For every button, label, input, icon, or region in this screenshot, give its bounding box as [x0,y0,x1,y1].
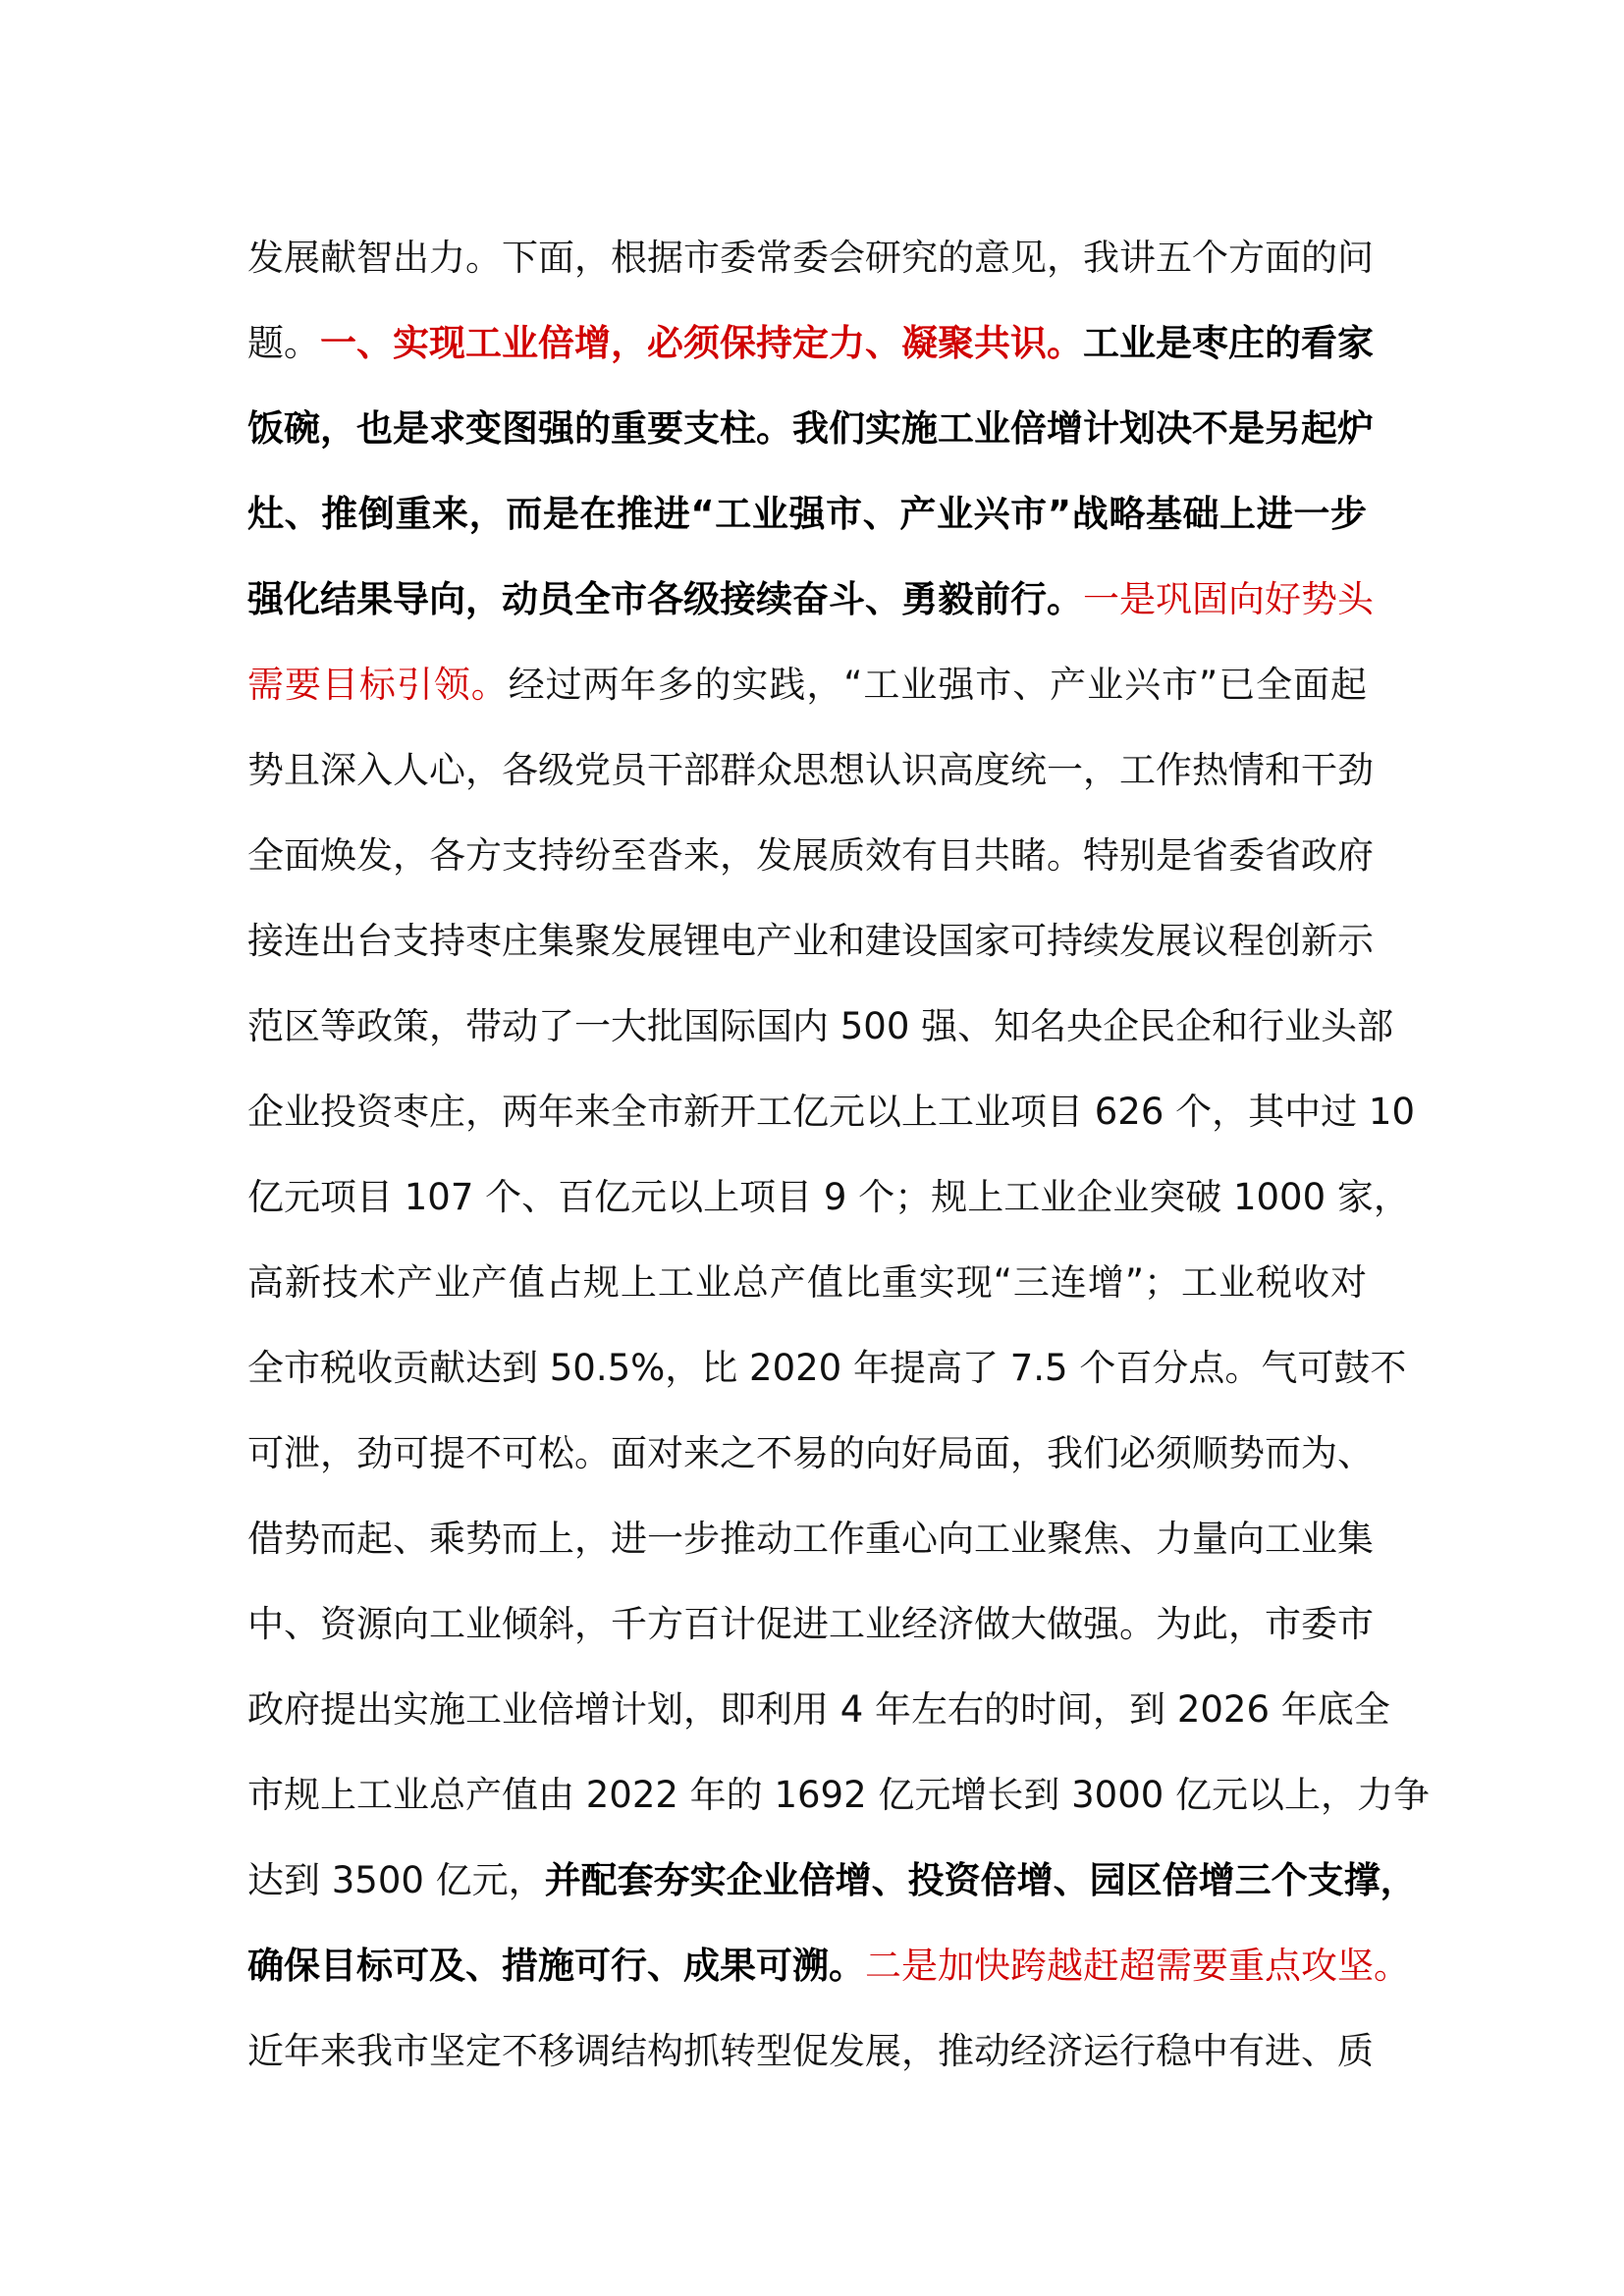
body-text: 经过两年多的实践，“工业强市、产业兴市”已全面起 [508,664,1367,706]
text-line [247,1581,1374,1667]
body-text: 发展献智出力。下面，根据市委常委会研究的意见，我讲五个方面的问 [247,237,1374,279]
section-heading-text: 一、实现工业倍增，必须保持定力、凝聚共识。 [320,322,1083,364]
text-line [247,813,1374,898]
text-line [247,1667,1390,1752]
emphasis-text: 并配套夯实企业倍增、投资倍增、园区倍增三个支撑， [544,1859,1417,1901]
body-text: 政府提出实施工业倍增计划，即利用 4 年左右的时间，到 2026 年底全 [247,1688,1390,1731]
body-text: 全市税收贡献达到 50.5%，比 2020 年提高了 7.5 个百分点。气可鼓不 [247,1347,1407,1389]
text-line [247,1069,1415,1154]
text-line [247,1154,1410,1240]
emphasis-text: 饭碗，也是求变图强的重要支柱。我们实施工业倍增计划决不是另起炉 [247,407,1374,450]
body-text: 企业投资枣庄，两年来全市新开工亿元以上工业项目 626 个，其中过 10 [247,1091,1415,1133]
emphasis-text: 确保目标可及、措施可行、成果可溯。 [247,1945,865,1987]
text-line [247,215,1374,300]
subpoint-heading-text: 二是加快跨越赶超需要重点攻坚。 [865,1945,1410,1987]
body-text: 借势而起、乘势而上，进一步推动工作重心向工业聚焦、力量向工业集 [247,1518,1374,1560]
body-text: 势且深入人心，各级党员干部群众思想认识高度统一，工作热情和干劲 [247,749,1374,791]
emphasis-text: 强化结果导向，动员全市各级接续奋斗、勇毅前行。 [247,578,1083,620]
emphasis-text: 工业是枣庄的看家 [1083,322,1374,364]
body-text: 范区等政策，带动了一大批国际国内 500 强、知名央企民企和行业头部 [247,1005,1394,1047]
text-line [247,1240,1367,1325]
text-line [247,557,1374,642]
document-body [247,215,1431,2094]
emphasis-text: 灶、推倒重来，而是在推进“工业强市、产业兴市”战略基础上进一步 [247,493,1367,535]
text-line [247,1838,1417,1923]
subpoint-heading-text: 一是巩固向好势头 [1083,578,1374,620]
body-text: 达到 3500 亿元， [247,1859,545,1901]
body-text: 题。 [247,322,320,364]
body-text: 可泄，劲可提不可松。面对来之不易的向好局面，我们必须顺势而为、 [247,1432,1374,1474]
text-line [247,386,1374,471]
text-line [247,1496,1374,1581]
body-text: 中、资源向工业倾斜，千方百计促进工业经济做大做强。为此，市委市 [247,1603,1374,1645]
text-line [247,984,1394,1069]
body-text: 近年来我市坚定不移调结构抓转型促发展，推动经济运行稳中有进、质 [247,2030,1374,2072]
body-text: 亿元项目 107 个、百亿元以上项目 9 个；规上工业企业突破 1000 家， [247,1176,1410,1218]
text-line [247,1752,1431,1838]
body-text: 市规上工业总产值由 2022 年的 1692 亿元增长到 3000 亿元以上，力争 [247,1774,1431,1816]
text-line [247,2008,1374,2094]
text-line [247,300,1374,386]
body-text: 高新技术产业产值占规上工业总产值比重实现“三连增”；工业税收对 [247,1261,1367,1304]
text-line [247,471,1367,557]
text-line [247,642,1367,727]
body-text: 接连出台支持枣庄集聚发展锂电产业和建设国家可持续发展议程创新示 [247,920,1374,962]
body-text: 全面焕发，各方支持纷至沓来，发展质效有目共睹。特别是省委省政府 [247,834,1374,877]
text-line [247,898,1374,984]
text-line [247,1411,1374,1496]
subpoint-heading-text: 需要目标引领。 [247,664,509,706]
text-line [247,727,1374,813]
text-line [247,1325,1407,1411]
text-line [247,1923,1410,2008]
